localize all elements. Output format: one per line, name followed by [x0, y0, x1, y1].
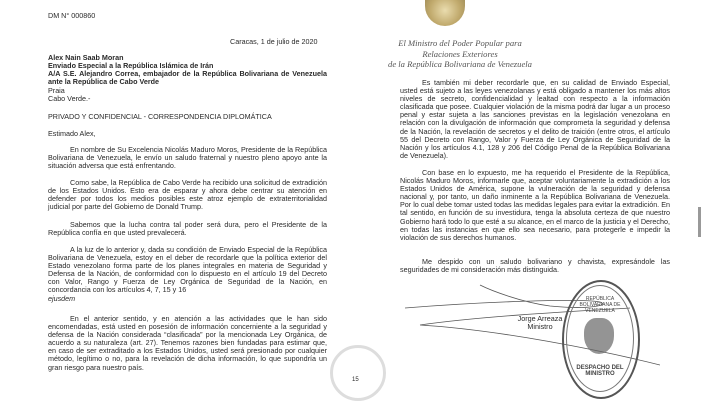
greeting: Estimado Alex,	[48, 129, 96, 138]
letterhead-line: El Ministro del Poder Popular para	[398, 38, 522, 48]
signer-title: Ministro	[527, 322, 553, 331]
signer-name: Jorge Arreaza	[517, 314, 563, 323]
document-reference: DM N° 000860	[48, 11, 96, 20]
letterhead	[375, 38, 545, 70]
letter-subject: PRIVADO Y CONFIDENCIAL - CORRESPONDENCIA DIPLOMÁTICA	[48, 112, 272, 121]
paragraph: A la luz de lo anterior y, dada su condición de Enviado Especial de la República Bolivariana de Venezuela, estoy en el deber de recordarle que la política exterior del Estado venezolano forma parte de los planes integrales en materia de Seguridad y Defensa de la Nación, de conformidad con lo dispuesto en el artículo 19 del Decreto con Valor, Rango y Fuerza de Ley Orgánica de Seguridad de la Nación, en concordancia con los artículos 4, 7, 15 y 16	[48, 245, 327, 295]
seal-crest-icon	[584, 318, 614, 354]
scrollbar[interactable]	[698, 207, 701, 237]
addressee-role: Enviado Especial a la República Islámica de Irán	[48, 61, 214, 71]
paragraph: En el anterior sentido, y en atención a las actividades que le han sido encomendadas, está usted en posesión de información concerniente a la seguridad y defensa de la Nación considerada “clasificada” por la mencionada Ley Orgánica, de acuerdo a su naturaleza (art. 27). Tenemos razones bien fundadas para estimar que, en caso de ser extraditado a los Estados Unidos, usted será presionado por cualquier método, legítimo o no, para la revelación de dicha información, lo que supondría un gran riesgo para nuestro país.	[48, 314, 327, 372]
page-number: 15	[352, 377, 359, 383]
partial-stamp	[330, 345, 386, 401]
addressee-name: Alex Nain Saab Moran	[48, 53, 124, 62]
paragraph: Con base en lo expuesto, me ha requerido el Presidente de la República, Nicolás Maduro Moros, informarle que, aceptar voluntariamente la extradición a los Estados Unidos de América, supone la vulneración de la seguridad y defensa nacional y, por tanto, un daño inminente a la República Bolivariana de Venezuela. Por lo cual debe tomar usted todas las medidas legales para evitar la extradición. En tal sentido, en función de su investidura, tenga la absoluta certeza de que nuestro Gobierno hará todo lo que esté a su alcance, en el marco de la justicia y el Derecho, en todas las instancias en que ello sea necesario, para protegerle e impedir la violación de sus derechos humanos.	[400, 168, 670, 242]
paragraph: Me despido con un saludo bolivariano y chavista, expresándole las seguridades de mi consideración más distinguida.	[400, 257, 670, 275]
seal-bottom-text: DESPACHO DEL MINISTRO	[576, 365, 624, 377]
addressee-attention: A/A S.E. Alejandro Correa, embajador de la República Bolivariana de Venezuela ante la República de Cabo Verde	[48, 69, 327, 87]
addressee-city: Praia	[48, 86, 65, 95]
letterhead-line: Relaciones Exteriores	[422, 48, 498, 59]
addressee-country: Cabo Verde.-	[48, 94, 91, 103]
seal-top-text: REPÚBLICA BOLIVARIANA DE VENEZUELA	[579, 296, 621, 314]
letter-date: Caracas, 1 de julio de 2020	[230, 37, 318, 46]
ejusdem: ejusdem	[48, 294, 76, 303]
paragraph: En nombre de Su Excelencia Nicolás Maduro Moros, Presidente de la República Bolivariana de Venezuela, le envío un saludo fraternal y nuestro pleno apoyo ante la situación adversa que está enfrentando.	[48, 145, 327, 171]
coat-of-arms-emblem	[425, 0, 465, 26]
letterhead-line: de la República Bolivariana de Venezuela	[388, 59, 532, 69]
paragraph: Como sabe, la República de Cabo Verde ha recibido una solicitud de extradición de los Estados Unidos. Esto era de esparar y ahora debe centrar su atención en defender por todos los medios posibles este atroz ejemplo de extraterritorialidad judicial por parte del Gobierno de Donald Trump.	[48, 178, 327, 212]
paragraph: Es también mi deber recordarle que, en su calidad de Enviado Especial, usted está sujeto a las leyes venezolanas y está obligado a mantener los más altos niveles de secreto, confidencialidad y lealtad con respecto a la información clasificada que posee. Cualquier violación de la misma podrá dar lugar a un proceso penal y estar sujeta a las sanciones previstas en la legislación venezolana en relación con la divulgación de información que comprometa la seguridad y defensa de la Nación, la revelación de secretos y el delito de traición (entre otros, el artículo 55 del Decreto con Rango, Valor y Fuerza de Ley Orgánica de Seguridad de la Nación y los artículos 4.1, 128 y 206 del Código Penal de la República Bolivariana de Venezuela).	[400, 78, 670, 160]
addressee	[48, 54, 327, 86]
paragraph: Sabemos que la lucha contra tal poder será dura, pero el Presidente de la República confía en que usted prevalecerá.	[48, 220, 327, 238]
